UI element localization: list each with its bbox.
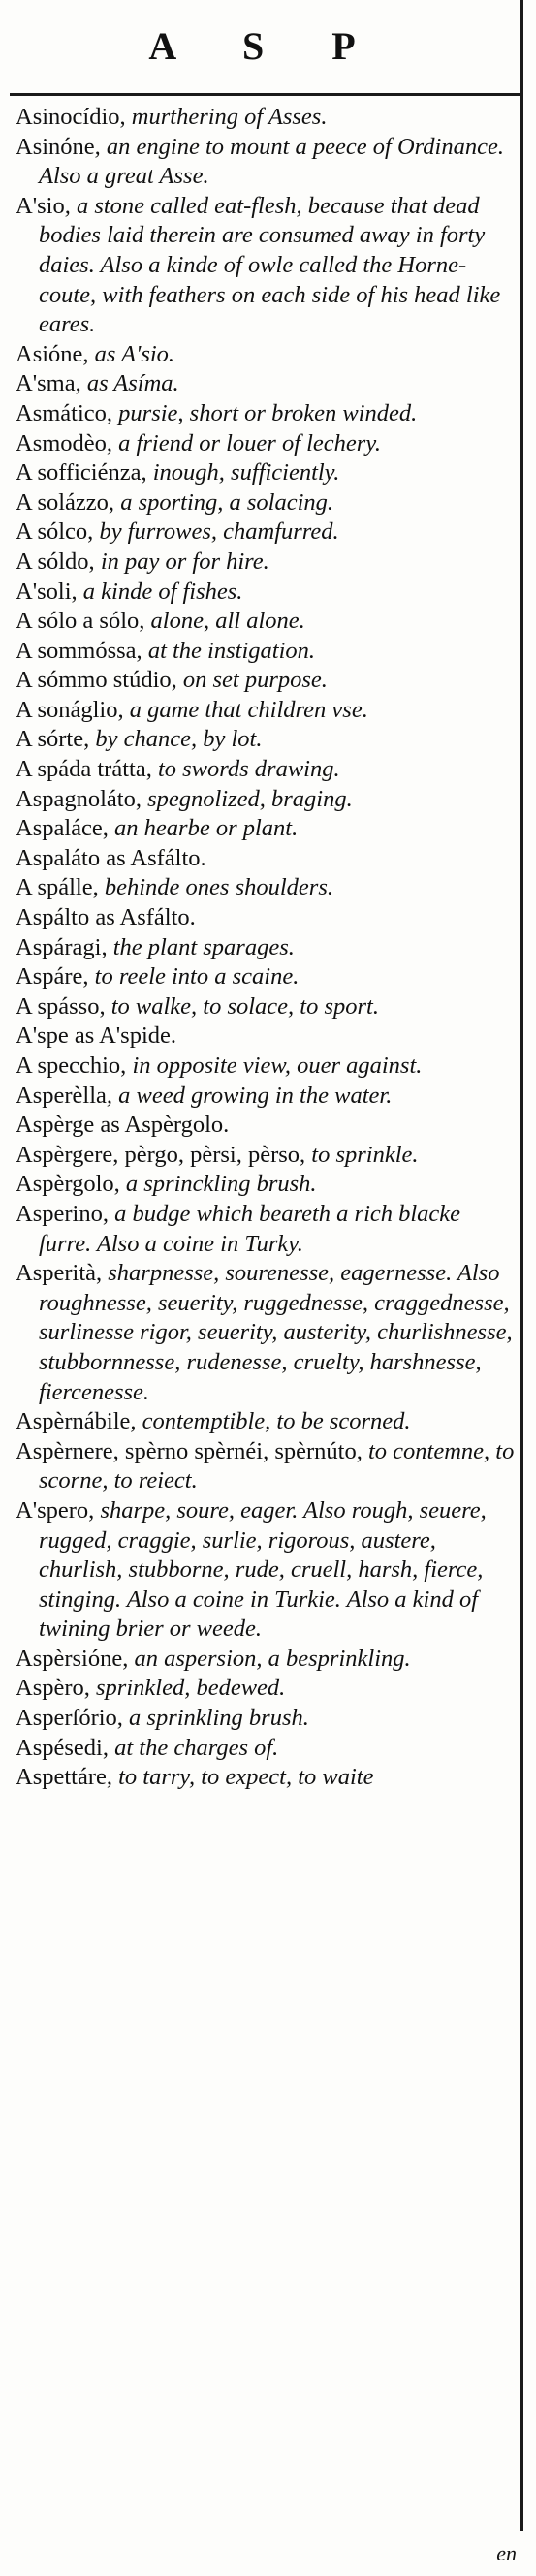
dictionary-entry xyxy=(16,637,515,667)
entry-headword: A spálle, xyxy=(16,874,99,901)
dictionary-entry xyxy=(16,1021,515,1052)
entry-gloss: pursie, short or broken winded. xyxy=(112,399,418,426)
entry-headword: Asmático, xyxy=(16,399,113,426)
entry-headword: Asperità, xyxy=(16,1260,103,1287)
entry-headword: A sólo a sólo, xyxy=(16,608,145,635)
running-head: A S P xyxy=(148,24,385,68)
entry-headword: Aspèrsióne, xyxy=(16,1645,129,1672)
entry-headword: Asperèlla xyxy=(16,1082,107,1109)
entry-gloss: , a stone called eat-flesh, because that dead bodies laid therein are consumed away in forty daies. Also a kinde of owle called the Horne-coute, with feathers on each side of his head like eares. xyxy=(39,192,501,338)
dictionary-entry xyxy=(16,369,515,399)
dictionary-entry xyxy=(16,1170,515,1200)
entry-gloss: a sprinkling brush. xyxy=(122,1705,309,1732)
entry-headword: Aspèrgolo, xyxy=(16,1171,120,1198)
entry-gloss: alone, all alone. xyxy=(144,608,305,635)
entry-headword: A'sio xyxy=(16,192,65,219)
dictionary-entry xyxy=(16,458,515,488)
entry-headword: Aspaláce, xyxy=(16,815,109,842)
dictionary-entry xyxy=(16,399,515,429)
entry-list xyxy=(16,103,515,1793)
dictionary-entry xyxy=(16,1763,515,1793)
entry-headword: A spáda trátta, xyxy=(16,756,152,783)
entry-gloss: to sprinkle. xyxy=(305,1141,419,1168)
dictionary-entry xyxy=(16,548,515,578)
entry-headword: Asperino, xyxy=(16,1200,109,1227)
entry-gloss: to tarry, to expect, to waite xyxy=(112,1764,374,1791)
entry-gloss: , contemptible, to be scorned. xyxy=(130,1408,411,1435)
dictionary-entry xyxy=(16,607,515,637)
dictionary-entry xyxy=(16,903,515,933)
entry-gloss: to contemne, to scorne, to reiect. xyxy=(39,1437,515,1494)
dictionary-entry xyxy=(16,518,515,548)
dictionary-entry xyxy=(16,814,515,844)
entry-gloss: as A'sio. xyxy=(88,340,175,367)
entry-gloss: murthering of Asses. xyxy=(125,104,328,130)
dictionary-entry xyxy=(16,1052,515,1082)
entry-headword: Aspésedi, xyxy=(16,1734,109,1761)
entry-headword: Aspèro, xyxy=(16,1675,90,1702)
entry-headword: Aspèrgere, pèrgo, pèrsi, pèrso, xyxy=(16,1141,306,1168)
dictionary-entry xyxy=(16,844,515,874)
dictionary-entry xyxy=(16,1259,515,1407)
entry-gloss: at the charges of. xyxy=(108,1734,279,1761)
dictionary-entry xyxy=(16,1082,515,1112)
entry-gloss: a game that children vse. xyxy=(123,696,368,723)
entry-gloss: as Asíma. xyxy=(80,370,179,397)
entry-gloss: by furrowes, chamfurred. xyxy=(93,518,339,546)
entry-gloss: behinde ones shoulders. xyxy=(98,874,333,901)
entry-headword: A sólco, xyxy=(16,518,94,546)
entry-headword: A sonáglio, xyxy=(16,696,124,723)
entry-gloss: a sprinckling brush. xyxy=(119,1171,317,1198)
entry-gloss: at the instigation. xyxy=(142,637,315,664)
entry-gloss: a budge which beareth a rich blacke furre. Also a coine in Turky. xyxy=(39,1200,461,1257)
dictionary-entry xyxy=(16,962,515,992)
entry-headword: Asmodèo, xyxy=(16,429,113,456)
entry-headword: Asióne, xyxy=(16,340,89,367)
dictionary-entry xyxy=(16,1704,515,1734)
entry-headword: A spásso, xyxy=(16,992,106,1020)
entry-headword: Aspèrge as Aspèrgolo. xyxy=(16,1112,230,1139)
dictionary-entry xyxy=(16,578,515,608)
entry-headword: Aspálto as Asfálto. xyxy=(16,904,196,931)
dictionary-entry xyxy=(16,192,515,340)
entry-gloss: a sporting, a solacing. xyxy=(114,488,334,516)
entry-gloss: sharpnesse, sourenesse, eagernesse. Also roughnesse, seuerity, ruggednesse, craggednesse, surlinesse rigor, seuerity, austerity, churlishnesse, stubbornnesse, rudenesse, cruelty, harshnesse, fiercenesse. xyxy=(39,1260,513,1405)
dictionary-entry xyxy=(16,488,515,518)
dictionary-entry xyxy=(16,933,515,963)
entry-gloss: to swords drawing. xyxy=(151,756,340,783)
entry-headword: Asperſório, xyxy=(16,1705,123,1732)
dictionary-entry xyxy=(16,1645,515,1675)
entry-headword: A sofficiénza, xyxy=(16,459,147,487)
entry-headword: A'sma, xyxy=(16,370,81,397)
entry-headword: Aspagnoláto, xyxy=(16,785,142,812)
entry-headword: Aspáre, xyxy=(16,963,89,990)
entry-headword: A sórte, xyxy=(16,726,90,753)
entry-gloss: an aspersion, a besprinkling. xyxy=(128,1645,411,1672)
entry-gloss: a friend or louer of lechery. xyxy=(112,429,381,456)
entry-gloss: inough, sufficiently. xyxy=(146,459,340,487)
dictionary-entry xyxy=(16,1111,515,1141)
entry-gloss: to walke, to solace, to sport. xyxy=(105,992,379,1020)
entry-gloss: the plant sparages. xyxy=(107,933,295,960)
dictionary-entry xyxy=(16,666,515,696)
entry-gloss: , an engine to mount a peece of Ordinance. Also a great Asse. xyxy=(39,133,504,190)
dictionary-entry xyxy=(16,429,515,459)
dictionary-entry xyxy=(16,1496,515,1645)
entry-gloss: an hearbe or plant. xyxy=(108,815,299,842)
dictionary-entry xyxy=(16,1734,515,1764)
dictionary-entry xyxy=(16,133,515,192)
dictionary-entry xyxy=(16,785,515,815)
entry-gloss: to reele into a scaine. xyxy=(88,963,300,990)
entry-headword: Aspèrnábile xyxy=(16,1408,131,1435)
entry-headword: A sómmo stúdio, xyxy=(16,667,177,694)
dictionary-entry xyxy=(16,1407,515,1437)
entry-gloss: a kinde of fishes. xyxy=(77,578,243,605)
entry-headword: Asinocídio, xyxy=(16,104,126,130)
entry-headword: Aspáragi, xyxy=(16,933,108,960)
dictionary-entry xyxy=(16,696,515,726)
entry-headword: A sommóssa, xyxy=(16,637,142,664)
entry-headword: A'soli, xyxy=(16,578,78,605)
dictionary-entry xyxy=(16,340,515,370)
dictionary-entry xyxy=(16,103,515,133)
entry-gloss: , a weed growing in the water. xyxy=(106,1082,393,1109)
entry-gloss: in pay or for hire. xyxy=(94,548,269,575)
entry-gloss: spegnolized, braging. xyxy=(141,785,353,812)
dictionary-entry xyxy=(16,1674,515,1704)
entry-headword: A specchio, xyxy=(16,1052,127,1079)
dictionary-entry xyxy=(16,992,515,1022)
entry-headword: Aspaláto as Asfálto. xyxy=(16,844,206,871)
entry-gloss: on set purpose. xyxy=(176,667,328,694)
dictionary-entry xyxy=(16,1141,515,1171)
dictionary-entry xyxy=(16,725,515,755)
entry-headword: Asinóne xyxy=(16,133,95,160)
catchword: en xyxy=(496,2541,517,2565)
dictionary-entry xyxy=(16,1200,515,1259)
entry-headword: Aspèrnere, spèrno spèrnéi, spèrnúto, xyxy=(16,1437,363,1464)
entry-headword: A solázzo, xyxy=(16,488,115,516)
dictionary-entry xyxy=(16,873,515,903)
entry-headword: A'spe as A'spide. xyxy=(16,1022,177,1050)
page-header xyxy=(14,0,520,95)
entry-headword: A'spero, xyxy=(16,1496,95,1524)
entry-gloss: sprinkled, bedewed. xyxy=(89,1675,286,1702)
column-rule xyxy=(520,0,523,2531)
entry-gloss: in opposite view, ouer against. xyxy=(126,1052,423,1079)
entry-gloss: sharpe, soure, eager. Also rough, seuere, rugged, craggie, surlie, rigorous, austere, churlish, stubborne, rude, cruell, harsh, fierce, stinging. Also a coine in Turkie. Also a kind of twining brier or weede. xyxy=(39,1496,487,1643)
entry-gloss: by chance, by lot. xyxy=(89,726,263,753)
entry-headword: Aspettáre, xyxy=(16,1764,112,1791)
entry-headword: A sóldo, xyxy=(16,548,95,575)
header-rule xyxy=(10,93,523,96)
dictionary-entry xyxy=(16,1437,515,1496)
dictionary-entry xyxy=(16,755,515,785)
